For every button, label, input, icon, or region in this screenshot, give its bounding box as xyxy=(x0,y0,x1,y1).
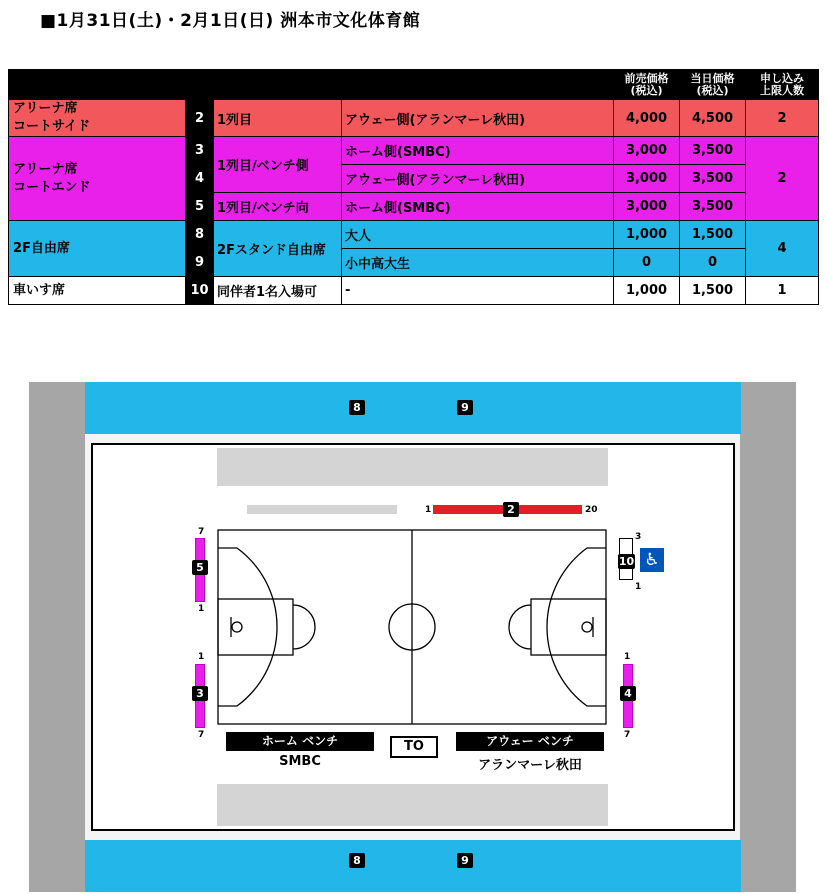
section-label: - xyxy=(342,277,614,305)
seat-number-label: 1 xyxy=(198,604,205,614)
paint-left xyxy=(218,599,293,655)
section-label: 大人 xyxy=(342,221,614,249)
seat-number-label: 7 xyxy=(198,527,205,537)
section-label: ホーム側(SMBC) xyxy=(342,137,614,165)
day-price: 1,500 xyxy=(680,277,746,305)
table-officials-box: TO xyxy=(390,736,438,758)
wheelchair-icon: ♿ xyxy=(640,548,664,572)
seat-start-label: 1 xyxy=(425,505,432,515)
section-label: 小中高大生 xyxy=(342,249,614,277)
grey-seat-row xyxy=(247,505,397,514)
hoop-right xyxy=(582,622,592,632)
hoop-left xyxy=(232,622,242,632)
table-row xyxy=(9,221,819,249)
seat-number-label: 3 xyxy=(635,532,642,542)
day-price: 3,500 xyxy=(680,165,746,193)
grey-seat-block xyxy=(217,448,608,486)
home-team-label: SMBC xyxy=(279,754,321,769)
stand-2f-top xyxy=(85,382,741,434)
paint-right xyxy=(531,599,606,655)
category-court-side: アリーナ席 コートサイド xyxy=(9,100,186,137)
seat-badge-10: 10 xyxy=(618,555,635,568)
seat-number-label: 7 xyxy=(198,730,205,740)
category-2f-free: 2F自由席 xyxy=(9,221,186,277)
header-limit: 申し込み 上限人数 xyxy=(746,70,819,100)
header-blank xyxy=(186,70,214,100)
seat-number-label: 1 xyxy=(198,652,205,662)
arena-map xyxy=(29,382,796,892)
category-wheelchair: 車いす席 xyxy=(9,277,186,305)
free-throw-arc-right xyxy=(509,605,531,649)
basketball-court xyxy=(217,529,607,725)
table-row xyxy=(9,137,819,165)
seat-number-label: 1 xyxy=(624,652,631,662)
advance-price: 3,000 xyxy=(614,193,680,221)
table-row xyxy=(9,100,819,137)
seat-number: 3 xyxy=(186,137,214,165)
header-blank xyxy=(9,70,186,100)
seat-badge-8: 8 xyxy=(349,853,365,868)
section-label: ホーム側(SMBC) xyxy=(342,193,614,221)
free-throw-arc-left xyxy=(293,605,315,649)
seat-number: 9 xyxy=(186,249,214,277)
day-price: 1,500 xyxy=(680,221,746,249)
away-bench-label: アウェー ベンチ xyxy=(456,732,604,751)
advance-price: 3,000 xyxy=(614,165,680,193)
section-label: アウェー側(アランマーレ秋田) xyxy=(342,100,614,137)
row-label: 1列目/ベンチ向 xyxy=(214,193,342,221)
limit-count: 2 xyxy=(746,137,819,221)
advance-price: 3,000 xyxy=(614,137,680,165)
away-team-label: アランマーレ秋田 xyxy=(478,758,582,773)
limit-count: 4 xyxy=(746,221,819,277)
seat-price-table xyxy=(8,69,819,305)
header-day-price: 当日価格 (税込) xyxy=(680,70,746,100)
header-advance-price: 前売価格 (税込) xyxy=(614,70,680,100)
row-label: 1列目 xyxy=(214,100,342,137)
seat-number: 5 xyxy=(186,193,214,221)
section-label: アウェー側(アランマーレ秋田) xyxy=(342,165,614,193)
stand-2f-bottom xyxy=(85,840,741,892)
seat-badge-8: 8 xyxy=(349,400,365,415)
seat-number: 4 xyxy=(186,165,214,193)
advance-price: 1,000 xyxy=(614,277,680,305)
limit-count: 2 xyxy=(746,100,819,137)
seat-badge-3: 3 xyxy=(192,686,208,701)
side-stand-left xyxy=(29,382,85,892)
seat-number: 8 xyxy=(186,221,214,249)
three-point-line-left xyxy=(218,548,277,706)
grey-seat-block xyxy=(217,784,608,826)
advance-price: 4,000 xyxy=(614,100,680,137)
advance-price: 1,000 xyxy=(614,221,680,249)
day-price: 3,500 xyxy=(680,193,746,221)
page-heading: ■1月31日(土)・2月1日(日) 洲本市文化体育館 xyxy=(40,11,421,31)
seat-number-label: 1 xyxy=(635,582,642,592)
seat-badge-9: 9 xyxy=(457,400,473,415)
advance-price: 0 xyxy=(614,249,680,277)
limit-count: 1 xyxy=(746,277,819,305)
category-court-end: アリーナ席 コートエンド xyxy=(9,137,186,221)
seat-badge-9: 9 xyxy=(457,853,473,868)
day-price: 3,500 xyxy=(680,137,746,165)
side-stand-right xyxy=(740,382,796,892)
seat-badge-2: 2 xyxy=(503,502,519,517)
seat-badge-5: 5 xyxy=(192,560,208,575)
seat-number: 10 xyxy=(186,277,214,305)
seat-number: 2 xyxy=(186,100,214,137)
header-blank xyxy=(342,70,614,100)
seat-number-label: 7 xyxy=(624,730,631,740)
home-bench-label: ホーム ベンチ xyxy=(226,732,374,751)
row-label: 同伴者1名入場可 xyxy=(214,277,342,305)
seat-badge-4: 4 xyxy=(620,686,636,701)
day-price: 4,500 xyxy=(680,100,746,137)
row-label: 1列目/ベンチ側 xyxy=(214,137,342,193)
table-row xyxy=(9,277,819,305)
row-label: 2Fスタンド自由席 xyxy=(214,221,342,277)
day-price: 0 xyxy=(680,249,746,277)
three-point-line-right xyxy=(547,548,606,706)
header-blank xyxy=(214,70,342,100)
seat-end-label: 20 xyxy=(585,505,598,515)
